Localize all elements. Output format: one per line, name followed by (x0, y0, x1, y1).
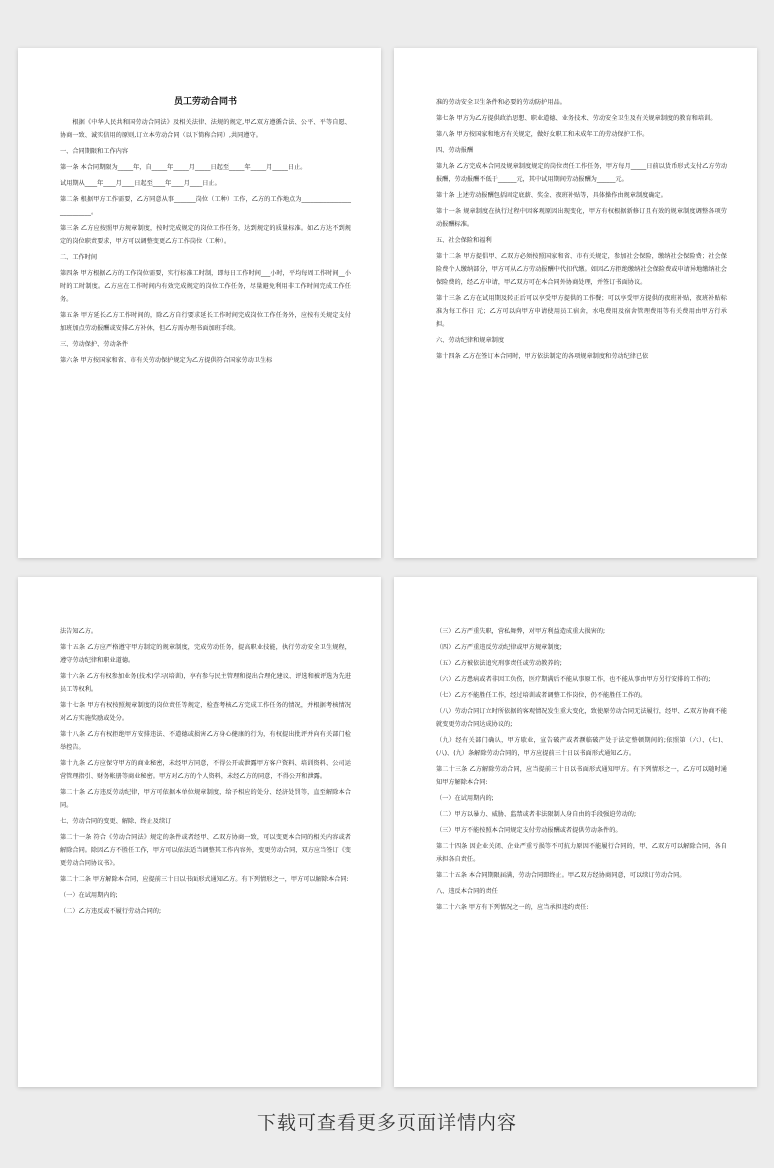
section-heading: 八、违反本合同的责任 (436, 888, 498, 895)
list-item: （九）经有关部门确认，甲方歇业，宣告破产或者濒临破产处于法定整顿期间的;依照第（六）、(七)、(八)、(九）条解除劳动合同的，甲方应提前三十日以书面形式通知乙方。 (436, 737, 727, 757)
list-item: （五）乙方被依法追究刑事责任或劳动教养的; (436, 660, 562, 667)
paragraph: 第十八条 乙方有权拒绝甲方安排违法、不道德或损害乙方身心健康的行为，有权提出批评并向有关部门检举控告。 (60, 731, 351, 751)
paragraph: 第三条 乙方应按照甲方规章制度，按时完成规定的岗位工作任务，达到规定的质量标准。如乙方达不到规定的岗位职责要求，甲方可以调整变更乙方工作岗位（工种）。 (60, 225, 351, 245)
paragraph: 第九条 乙方完成本合同及规章制度规定的岗位责任工作任务，甲方每月_____日前以货币形式支付乙方劳动报酬，劳动报酬不低于______元，其中试用期间劳动报酬为______元。 (436, 163, 727, 183)
list-item: （一）在试用期内的; (436, 795, 494, 802)
list-item: （三）甲方不能按照本合同规定支付劳动报酬或者提供劳动条件的。 (436, 827, 622, 834)
document-title: 员工劳动合同书 (173, 97, 237, 107)
section-heading: 五、社会保险和福利 (436, 237, 492, 244)
paragraph: 第七条 甲方为乙方提供政治思想、职业道德、业务技术、劳动安全卫生及有关规章制度的教育和培训。 (436, 115, 717, 122)
paragraph: 第二十五条 本合同期限届满，劳动合同即终止。甲乙双方经协商同意，可以续订劳动合同。 (436, 872, 686, 879)
paragraph: 第十条 上述劳动报酬包括固定底薪、奖金、夜班补贴等，具体操作由规章制度确定。 (436, 192, 667, 199)
download-more-caption[interactable]: 下载可查看更多页面详情内容 (256, 1112, 517, 1134)
list-item: （七）乙方不能胜任工作，经过培训或者调整工作岗位，仍不能胜任工作的。 (436, 692, 647, 699)
paragraph: 第十七条 甲方有权按照规章制度的岗位责任等规定，检查考核乙方完成工作任务的情况，并根据考核情况对乙方实施奖励或处分。 (60, 702, 351, 722)
paragraph: 第十五条 乙方应严格遵守甲方制定的规章制度，完成劳动任务，提高职业技能，执行劳动安全卫生规程，遵守劳动纪律和职业道德。 (60, 644, 351, 664)
paragraph: 第一条 本合同期限为_____年，自_____年_____月_____日起至_____年_____月_____日止。 (60, 164, 307, 171)
paragraph: 第二条 根据甲方工作需要，乙方同意从事_______岗位（工种）工作，乙方的工作地点为__________________________。 (60, 196, 351, 216)
section-heading: 六、劳动纪律和规章制度 (436, 337, 505, 344)
paragraph: 第二十一条 符合《劳动合同法》规定的条件或者经甲、乙双方协商一致，可以变更本合同的相关内容或者解除合同。除因乙方不胜任工作，甲方可以依法适当调整其工作内容外，变更劳动合同，双方应当签订《变更劳动合同协议书》。 (60, 834, 351, 867)
paragraph: 第十一条 规章制度在执行过程中因客观原因出现变化，甲方有权根据新修订且有效的规章制度调整各项劳动报酬标准。 (436, 208, 727, 228)
section-heading: 七、劳动合同的变更、解除、终止及续订 (60, 818, 172, 825)
paragraph: 第五条 甲方延长乙方工作时间的，除乙方自行要求延长工作时间完成岗位工作任务外，应按有关规定支付加班加点劳动报酬或安排乙方补休，但乙方需办理书面加班手续。 (60, 312, 351, 332)
paragraph: 第八条 甲方按国家和地方有关规定，做好女职工和未成年工的劳动保护工作。 (436, 131, 649, 138)
paragraph: 第十三条 乙方在试用期及转正后可以享受甲方提供的工作餐；可以享受甲方提供的夜班补贴，夜班补贴标准为每工作日 元；乙方可以向甲方申请使用员工宿舍，水电费用及宿舍管理费用等有关费用由甲方行承担。 (436, 295, 727, 328)
list-item: （八）劳动合同订立时所依据的客观情况发生重大变化，致使原劳动合同无法履行，经甲、乙双方协商不能就变更劳动合同达成协议的; (436, 708, 727, 728)
paragraph: 法告知乙方。 (60, 628, 98, 635)
paragraph: 准的劳动安全卫生条件和必要的劳动防护用品。 (436, 99, 566, 106)
paragraph: 第六条 甲方按国家和省、市有关劳动保护规定为乙方提供符合国家劳动卫生标 (60, 357, 273, 364)
section-heading: 二、工作时间 (60, 254, 98, 261)
paragraph: 第十二条 甲方提倡甲、乙双方必须按照国家和省、市有关规定，参加社会保险，缴纳社会保险费；社会保险费个人缴纳部分，甲方可从乙方劳动报酬中代扣代缴。如因乙方拒绝缴纳社会保险费或申请异地缴纳社会保险费的，经乙方申请，甲乙双方可在本合同外协商处理，并签订书面协议。 (436, 253, 727, 286)
section-heading: 三、劳动保护、劳动条件 (60, 341, 129, 348)
paragraph: 第十六条 乙方有权参加业务(技术)学习(培训)，享有参与民主管理和提出合理化建议、评选和被评选为先进员工等权利。 (60, 673, 351, 693)
list-item: （四）乙方严重违反劳动纪律或甲方规章制度; (436, 644, 562, 651)
paragraph: 根据《中华人民共和国劳动合同法》及相关法律、法规的规定,甲乙双方遵循合法、公平、平等自愿、协商一致、诚实信用的原则,订立本劳动合同（以下简称合同）,共同遵守。 (60, 119, 351, 139)
paragraph: 第十四条 乙方在签订本合同时，甲方依法制定的各项规章制度和劳动纪律已依 (436, 353, 649, 360)
section-heading: 一、合同期限和工作内容 (60, 148, 129, 155)
list-item: （三）乙方严重失职，营私舞弊，对甲方利益造成重大损害的; (436, 628, 606, 635)
document-page-3 (18, 577, 381, 1087)
list-item: （二）甲方以暴力、威胁、监禁或者非法限制人身自由的手段强迫劳动的; (436, 811, 637, 818)
list-item: （六）乙方患病或者非因工负伤，医疗期满后不能从事原工作，也不能从事由甲方另行安排的工作的; (436, 676, 711, 683)
document-page-4 (394, 577, 757, 1087)
document-page-2 (394, 48, 757, 558)
section-heading: 四、劳动报酬 (436, 147, 474, 154)
paragraph: 第二十六条 甲方有下列情况之一的，应当承担违约责任: (436, 904, 589, 911)
paragraph: 第二十二条 甲方解除本合同，应提前三十日以书面形式通知乙方。有下列情形之一，甲方可以解除本合同: (60, 876, 349, 883)
paragraph: 第二十四条 因企业关闭、企业严重亏损等不可抗力原因不能履行合同的，甲、乙双方可以解除合同，各自承担各自责任。 (436, 843, 727, 863)
paragraph: 第四条 甲方根据乙方的工作岗位需要，实行标准工时制，即每日工作时间___小时，平均每周工作时间__小时的工时制度。乙方应在工作时间内有效完成规定的岗位工作任务，尽量避免利用非工作时间完成工作任务。 (60, 270, 351, 303)
list-item: （二）乙方违反或不履行劳动合同的; (60, 908, 162, 915)
paragraph: 第十九条 乙方应保守甲方的商业秘密，未经甲方同意，不得公开或泄露甲方客户资料、培训资料、公司运营管理指引、财务帐册等商业秘密。甲方对乙方的个人资料，未经乙方的同意，不得公开和泄露。 (60, 760, 351, 780)
list-item: （一）在试用期内的; (60, 892, 118, 899)
paragraph: 第二十三条 乙方解除劳动合同，应当提前三十日以书面形式通知甲方。有下列情形之一，乙方可以随时通知甲方解除本合同: (436, 766, 727, 786)
document-page-1 (18, 48, 381, 558)
paragraph: 第二十条 乙方违反劳动纪律，甲方可依据本单位规章制度，给予相应的处分、经济处罚等，直至解除本合同。 (60, 789, 351, 809)
paragraph: 试用期从____年____月____日起至____年____月____日止。 (60, 180, 221, 187)
